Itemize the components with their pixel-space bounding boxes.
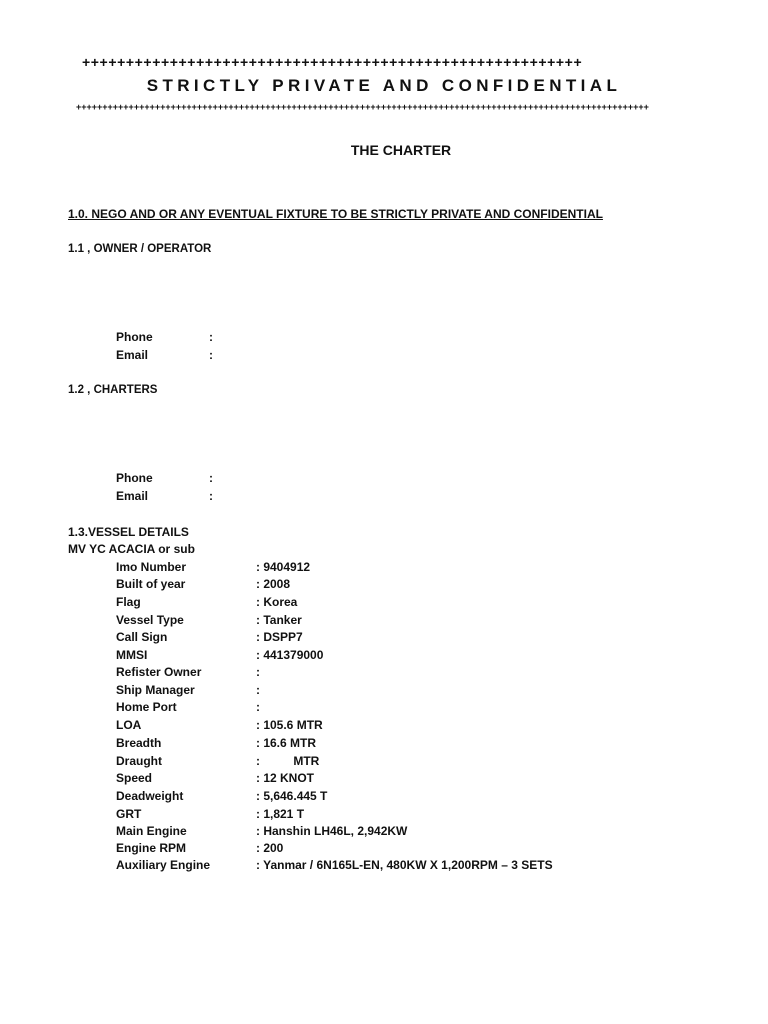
- vessel-row-mmsi: [116, 648, 676, 666]
- vessel-value: : 1,821 T: [256, 807, 305, 821]
- vessel-row-flag: [116, 595, 676, 613]
- vessel-label: Call Sign: [116, 630, 168, 644]
- vessel-label: GRT: [116, 807, 142, 821]
- charters-email-row: [116, 489, 316, 507]
- header-plus-line-bottom: +++++++++++++++++++++++++++++++++++++++++++++++++++++++++++++++++++++++++++++++++++++++++++++++++++++++++++++: [76, 102, 649, 112]
- owner-phone-label: Phone: [116, 330, 153, 344]
- vessel-label: Deadweight: [116, 789, 184, 803]
- vessel-value: : 200: [256, 841, 284, 855]
- vessel-label: Refister Owner: [116, 665, 202, 679]
- vessel-value: : Hanshin LH46L, 2,942KW: [256, 824, 408, 838]
- vessel-value: :: [256, 665, 260, 679]
- vessel-row-deadweight: [116, 789, 676, 807]
- vessel-row-engine-rpm: [116, 841, 676, 859]
- vessel-row-speed: [116, 771, 676, 789]
- vessel-name: MV YC ACACIA or sub: [68, 542, 195, 556]
- vessel-label: Built of year: [116, 577, 186, 591]
- vessel-label: Breadth: [116, 736, 162, 750]
- vessel-label: Flag: [116, 595, 141, 609]
- section-1-0-heading: 1.0. NEGO AND OR ANY EVENTUAL FIXTURE TO BE STRICTLY PRIVATE AND CONFIDENTIAL: [68, 207, 603, 221]
- vessel-row-call-sign: [116, 630, 676, 648]
- vessel-label: MMSI: [116, 648, 148, 662]
- vessel-row-imo: [116, 560, 676, 578]
- owner-phone-row: [116, 330, 316, 348]
- vessel-label: Draught: [116, 754, 162, 768]
- vessel-row-loa: [116, 718, 676, 736]
- owner-phone-value: :: [209, 330, 213, 344]
- vessel-row-home-port: [116, 700, 676, 718]
- owner-email-label: Email: [116, 348, 149, 362]
- vessel-row-built: [116, 577, 676, 595]
- vessel-row-grt: [116, 807, 676, 825]
- charters-phone-row: [116, 471, 316, 489]
- vessel-label: Vessel Type: [116, 613, 184, 627]
- vessel-value: : 16.6 MTR: [256, 736, 317, 750]
- document-title: THE CHARTER: [350, 142, 452, 158]
- vessel-row-main-engine: [116, 824, 676, 842]
- vessel-value: : 441379000: [256, 648, 324, 662]
- vessel-label: Imo Number: [116, 560, 187, 574]
- vessel-value: : 2008: [256, 577, 291, 591]
- vessel-value: :: [256, 700, 260, 714]
- vessel-heading: 1.3.VESSEL DETAILS: [68, 525, 189, 539]
- vessel-row-breadth: [116, 736, 676, 754]
- vessel-value: : 9404912: [256, 560, 311, 574]
- vessel-row-register-owner: [116, 665, 676, 683]
- vessel-label: Ship Manager: [116, 683, 195, 697]
- vessel-label: Engine RPM: [116, 841, 187, 855]
- vessel-row-auxiliary-engine: [116, 858, 676, 876]
- vessel-value: :: [256, 683, 260, 697]
- owner-email-value: :: [209, 348, 213, 362]
- vessel-value: : DSPP7: [256, 630, 303, 644]
- charters-phone-value: :: [209, 471, 213, 485]
- vessel-value: : 105.6 MTR: [256, 718, 323, 732]
- vessel-value: : Korea: [256, 595, 298, 609]
- charters-heading: 1.2 , CHARTERS: [68, 384, 158, 396]
- charters-email-label: Email: [116, 489, 149, 503]
- header-plus-line-top: +++++++++++++++++++++++++++++++++++++++++++++++++++++++++: [82, 54, 583, 70]
- vessel-label: Main Engine: [116, 824, 187, 838]
- vessel-row-ship-manager: [116, 683, 676, 701]
- vessel-value: : 5,646.445 T: [256, 789, 328, 803]
- charters-phone-label: Phone: [116, 471, 153, 485]
- vessel-row-draught: [116, 754, 676, 772]
- vessel-label: Home Port: [116, 700, 177, 714]
- owner-email-row: [116, 348, 316, 366]
- owner-heading: 1.1 , OWNER / OPERATOR: [68, 243, 212, 255]
- vessel-value: : 12 KNOT: [256, 771, 315, 785]
- vessel-value: : MTR: [256, 754, 320, 768]
- charters-email-value: :: [209, 489, 213, 503]
- vessel-label: Speed: [116, 771, 153, 785]
- vessel-row-type: [116, 613, 676, 631]
- confidential-title: STRICTLY PRIVATE AND CONFIDENTIAL: [146, 76, 622, 95]
- vessel-label: LOA: [116, 718, 142, 732]
- vessel-value: : Tanker: [256, 613, 302, 627]
- vessel-value: : Yanmar / 6N165L-EN, 480KW X 1,200RPM – 3 SETS: [256, 858, 553, 872]
- vessel-label: Auxiliary Engine: [116, 858, 211, 872]
